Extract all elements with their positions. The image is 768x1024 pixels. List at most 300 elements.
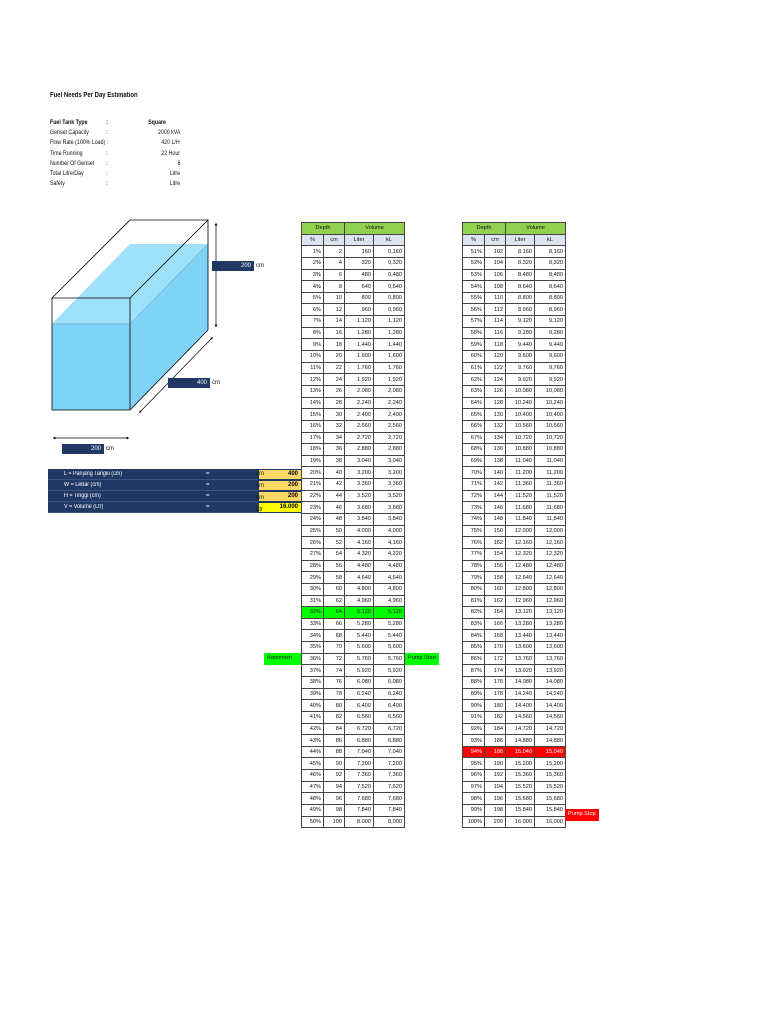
depth-pct-cell: 11% xyxy=(302,362,324,374)
volume-liter-cell: 5.920 xyxy=(345,665,374,677)
depth-pct-cell: 7% xyxy=(302,316,324,328)
volume-kl-cell: 3,200 xyxy=(374,467,405,479)
volume-liter-cell: 5.280 xyxy=(345,618,374,630)
table-row xyxy=(302,479,405,491)
volume-liter-cell: 7.840 xyxy=(345,805,374,817)
volume-liter-cell: 2.720 xyxy=(345,432,374,444)
volume-kl-cell: 9,600 xyxy=(535,351,566,363)
calc-unit-volume: Ltr xyxy=(256,507,264,513)
table-row xyxy=(463,735,566,747)
volume-liter-cell: 4.160 xyxy=(345,537,374,549)
volume-liter-cell: 6.720 xyxy=(345,723,374,735)
volume-liter-cell: 12.640 xyxy=(506,572,535,584)
table-row xyxy=(302,735,405,747)
depth-cm-cell: 52 xyxy=(324,537,345,549)
depth-cm-cell: 122 xyxy=(485,362,506,374)
depth-cm-cell: 70 xyxy=(324,642,345,654)
volume-kl-cell: 5,120 xyxy=(374,607,405,619)
table-row xyxy=(463,362,566,374)
volume-kl-cell: 9,120 xyxy=(535,316,566,328)
header-depth: Depth xyxy=(463,223,506,235)
table-row xyxy=(302,688,405,700)
calc-label: H = Tinggi (cm) xyxy=(64,493,101,499)
volume-kl-cell: 14,240 xyxy=(535,688,566,700)
info-row-tank-type xyxy=(50,118,180,128)
depth-cm-cell: 172 xyxy=(485,653,506,665)
volume-kl-cell: 16,000 xyxy=(535,816,566,828)
table-row xyxy=(463,770,566,782)
depth-cm-cell: 92 xyxy=(324,770,345,782)
volume-liter-cell: 5.760 xyxy=(345,653,374,665)
table-row xyxy=(302,618,405,630)
volume-kl-cell: 14,080 xyxy=(535,676,566,688)
volume-liter-cell: 8.000 xyxy=(345,816,374,828)
table-row xyxy=(302,327,405,339)
volume-kl-cell: 11,680 xyxy=(535,502,566,514)
volume-liter-cell: 4.960 xyxy=(345,595,374,607)
depth-pct-cell: 92% xyxy=(463,723,485,735)
depth-cm-cell: 56 xyxy=(324,560,345,572)
depth-cm-cell: 96 xyxy=(324,793,345,805)
depth-pct-cell: 4% xyxy=(302,281,324,293)
table-row xyxy=(302,444,405,456)
volume-kl-cell: 1,760 xyxy=(374,362,405,374)
depth-pct-cell: 40% xyxy=(302,700,324,712)
volume-liter-cell: 11.360 xyxy=(506,479,535,491)
depth-pct-cell: 26% xyxy=(302,537,324,549)
volume-kl-cell: 6,240 xyxy=(374,688,405,700)
volume-kl-cell: 11,520 xyxy=(535,490,566,502)
table-row xyxy=(302,548,405,560)
depth-cm-cell: 98 xyxy=(324,805,345,817)
table-row xyxy=(463,327,566,339)
calc-value-height[interactable]: 200 xyxy=(258,491,302,502)
depth-cm-cell: 44 xyxy=(324,490,345,502)
volume-liter-cell: 2.240 xyxy=(345,397,374,409)
depth-pct-cell: 45% xyxy=(302,758,324,770)
table-row xyxy=(463,420,566,432)
volume-kl-cell: 7,200 xyxy=(374,758,405,770)
table-row xyxy=(302,630,405,642)
volume-kl-cell: 3,360 xyxy=(374,479,405,491)
pump-start-tag: Pump Start xyxy=(405,653,439,665)
volume-liter-cell: 1.280 xyxy=(345,327,374,339)
subheader-pct: % xyxy=(302,234,324,246)
volume-liter-cell: 8.640 xyxy=(506,281,535,293)
depth-cm-cell: 154 xyxy=(485,548,506,560)
volume-liter-cell: 10.560 xyxy=(506,420,535,432)
volume-liter-cell: 6.880 xyxy=(345,735,374,747)
depth-pct-cell: 88% xyxy=(463,676,485,688)
depth-cm-cell: 194 xyxy=(485,781,506,793)
volume-kl-cell: 4,800 xyxy=(374,583,405,595)
volume-kl-cell: 2,240 xyxy=(374,397,405,409)
volume-liter-cell: 15.840 xyxy=(506,805,535,817)
volume-kl-cell: 2,560 xyxy=(374,420,405,432)
width-dim-value: 200 xyxy=(62,444,104,454)
volume-kl-cell: 15,840 xyxy=(535,805,566,817)
table-row xyxy=(302,746,405,758)
table-row xyxy=(302,583,405,595)
info-value: Square xyxy=(148,119,166,126)
depth-cm-cell: 16 xyxy=(324,327,345,339)
depth-pct-cell: 20% xyxy=(302,467,324,479)
depth-cm-cell: 176 xyxy=(485,676,506,688)
volume-kl-cell: 13,920 xyxy=(535,665,566,677)
volume-liter-cell: 14.080 xyxy=(506,676,535,688)
calc-row-height xyxy=(48,491,298,502)
volume-kl-cell: 10,240 xyxy=(535,397,566,409)
depth-cm-cell: 200 xyxy=(485,816,506,828)
info-sep: : xyxy=(106,129,108,137)
calc-label: L = Panjang Tangki (cm) xyxy=(64,471,123,477)
volume-liter-cell: 3.200 xyxy=(345,467,374,479)
depth-cm-cell: 18 xyxy=(324,339,345,351)
volume-liter-cell: 3.520 xyxy=(345,490,374,502)
depth-pct-cell: 58% xyxy=(463,327,485,339)
volume-kl-cell: 5,440 xyxy=(374,630,405,642)
table-row xyxy=(302,758,405,770)
volume-liter-cell: 8.160 xyxy=(506,246,535,258)
table-row xyxy=(463,455,566,467)
volume-kl-cell: 11,200 xyxy=(535,467,566,479)
volume-kl-cell: 15,520 xyxy=(535,781,566,793)
volume-kl-cell: 12,640 xyxy=(535,572,566,584)
info-sep: : xyxy=(106,159,108,167)
volume-kl-cell: 9,280 xyxy=(535,327,566,339)
depth-cm-cell: 14 xyxy=(324,316,345,328)
volume-liter-cell: 2.080 xyxy=(345,385,374,397)
volume-liter-cell: 2.880 xyxy=(345,444,374,456)
depth-cm-cell: 6 xyxy=(324,269,345,281)
volume-liter-cell: 3.680 xyxy=(345,502,374,514)
depth-cm-cell: 8 xyxy=(324,281,345,293)
depth-cm-cell: 178 xyxy=(485,688,506,700)
info-row-time-running xyxy=(50,149,180,159)
depth-cm-cell: 62 xyxy=(324,595,345,607)
depth-cm-cell: 10 xyxy=(324,292,345,304)
depth-pct-cell: 83% xyxy=(463,618,485,630)
volume-liter-cell: 3.360 xyxy=(345,479,374,491)
volume-kl-cell: 12,960 xyxy=(535,595,566,607)
depth-volume-table-right xyxy=(462,222,566,828)
volume-kl-cell: 8,640 xyxy=(535,281,566,293)
depth-volume-table-left xyxy=(301,222,405,828)
depth-pct-cell: 10% xyxy=(302,351,324,363)
table-row xyxy=(302,467,405,479)
depth-pct-cell: 65% xyxy=(463,409,485,421)
depth-pct-cell: 37% xyxy=(302,665,324,677)
subheader-liter: Liter xyxy=(506,234,535,246)
depth-pct-cell: 33% xyxy=(302,618,324,630)
info-value: Litre xyxy=(169,180,180,188)
depth-cm-cell: 126 xyxy=(485,385,506,397)
table-row xyxy=(302,514,405,526)
depth-cm-cell: 40 xyxy=(324,467,345,479)
depth-pct-cell: 39% xyxy=(302,688,324,700)
calc-unit-height: cm xyxy=(256,495,264,501)
depth-cm-cell: 46 xyxy=(324,502,345,514)
table-row xyxy=(302,316,405,328)
info-label: Flow Rate (100% Load) : xyxy=(50,139,109,147)
table-row xyxy=(463,502,566,514)
depth-pct-cell: 85% xyxy=(463,642,485,654)
volume-liter-cell: 10.240 xyxy=(506,397,535,409)
depth-cm-cell: 168 xyxy=(485,630,506,642)
info-row-safety xyxy=(50,179,180,189)
calc-unit-length: cm xyxy=(256,471,264,477)
depth-cm-cell: 54 xyxy=(324,548,345,560)
table-row xyxy=(463,339,566,351)
depth-cm-cell: 184 xyxy=(485,723,506,735)
volume-kl-cell: 13,280 xyxy=(535,618,566,630)
table-row xyxy=(302,455,405,467)
depth-pct-cell: 42% xyxy=(302,723,324,735)
depth-pct-cell: 90% xyxy=(463,700,485,712)
table-row xyxy=(302,432,405,444)
volume-kl-cell: 12,320 xyxy=(535,548,566,560)
volume-liter-cell: 11.680 xyxy=(506,502,535,514)
depth-pct-cell: 6% xyxy=(302,304,324,316)
volume-liter-cell: 9.920 xyxy=(506,374,535,386)
depth-pct-cell: 61% xyxy=(463,362,485,374)
depth-pct-cell: 36% xyxy=(302,653,324,665)
subheader-kl: kL xyxy=(535,234,566,246)
depth-pct-cell: 79% xyxy=(463,572,485,584)
depth-pct-cell: 15% xyxy=(302,409,324,421)
volume-liter-cell: 3.040 xyxy=(345,455,374,467)
depth-cm-cell: 100 xyxy=(324,816,345,828)
table-row xyxy=(463,374,566,386)
calc-value-width[interactable]: 200 xyxy=(258,480,302,491)
table-row xyxy=(302,642,405,654)
volume-kl-cell: 3,680 xyxy=(374,502,405,514)
page-title: Fuel Needs Per Day Estimation xyxy=(50,92,138,99)
volume-kl-cell: 13,440 xyxy=(535,630,566,642)
volume-liter-cell: 10.880 xyxy=(506,444,535,456)
volume-kl-cell: 14,720 xyxy=(535,723,566,735)
depth-cm-cell: 32 xyxy=(324,420,345,432)
depth-pct-cell: 31% xyxy=(302,595,324,607)
table-row xyxy=(302,351,405,363)
depth-pct-cell: 54% xyxy=(463,281,485,293)
volume-liter-cell: 5.440 xyxy=(345,630,374,642)
table-row xyxy=(463,467,566,479)
table-row xyxy=(302,502,405,514)
depth-pct-cell: 72% xyxy=(463,490,485,502)
volume-liter-cell: 4.320 xyxy=(345,548,374,560)
depth-pct-cell: 51% xyxy=(463,246,485,258)
table-row xyxy=(302,676,405,688)
depth-cm-cell: 142 xyxy=(485,479,506,491)
volume-liter-cell: 1.120 xyxy=(345,316,374,328)
depth-dim-value: 400 xyxy=(168,378,210,388)
volume-liter-cell: 15.680 xyxy=(506,793,535,805)
volume-liter-cell: 11.040 xyxy=(506,455,535,467)
volume-kl-cell: 4,640 xyxy=(374,572,405,584)
info-value: Litre xyxy=(169,169,180,177)
volume-liter-cell: 8.960 xyxy=(506,304,535,316)
volume-kl-cell: 7,840 xyxy=(374,805,405,817)
table-row xyxy=(463,816,566,828)
table-row xyxy=(463,409,566,421)
volume-liter-cell: 8.320 xyxy=(506,257,535,269)
depth-pct-cell: 91% xyxy=(463,711,485,723)
volume-liter-cell: 12.960 xyxy=(506,595,535,607)
calc-eq: = xyxy=(206,493,210,499)
volume-liter-cell: 640 xyxy=(345,281,374,293)
table-row xyxy=(302,281,405,293)
volume-kl-cell: 12,000 xyxy=(535,525,566,537)
depth-cm-cell: 20 xyxy=(324,351,345,363)
table-row xyxy=(302,653,405,665)
table-row xyxy=(302,805,405,817)
replenish-tag: Replenish xyxy=(264,653,301,665)
calc-value-volume[interactable]: 16.000 xyxy=(258,502,302,513)
depth-cm-cell: 64 xyxy=(324,607,345,619)
volume-kl-cell: 8,960 xyxy=(535,304,566,316)
depth-cm-cell: 58 xyxy=(324,572,345,584)
depth-cm-cell: 180 xyxy=(485,700,506,712)
depth-cm-cell: 150 xyxy=(485,525,506,537)
volume-kl-cell: 0,320 xyxy=(374,257,405,269)
table-row xyxy=(463,723,566,735)
depth-cm-cell: 182 xyxy=(485,711,506,723)
depth-pct-cell: 30% xyxy=(302,583,324,595)
table-row xyxy=(463,514,566,526)
volume-kl-cell: 14,560 xyxy=(535,711,566,723)
volume-liter-cell: 15.200 xyxy=(506,758,535,770)
table-row xyxy=(302,362,405,374)
depth-pct-cell: 59% xyxy=(463,339,485,351)
volume-kl-cell: 6,400 xyxy=(374,700,405,712)
depth-pct-cell: 80% xyxy=(463,583,485,595)
volume-kl-cell: 0,960 xyxy=(374,304,405,316)
volume-liter-cell: 3.840 xyxy=(345,514,374,526)
depth-pct-cell: 98% xyxy=(463,793,485,805)
table-row xyxy=(463,618,566,630)
table-row xyxy=(302,700,405,712)
table-row xyxy=(463,490,566,502)
depth-cm-cell: 12 xyxy=(324,304,345,316)
subheader-pct: % xyxy=(463,234,485,246)
volume-kl-cell: 12,800 xyxy=(535,583,566,595)
table-row xyxy=(302,560,405,572)
depth-cm-cell: 124 xyxy=(485,374,506,386)
depth-pct-cell: 50% xyxy=(302,816,324,828)
tank-diagram xyxy=(44,210,266,460)
depth-pct-cell: 27% xyxy=(302,548,324,560)
depth-cm-cell: 138 xyxy=(485,455,506,467)
volume-kl-cell: 9,440 xyxy=(535,339,566,351)
volume-liter-cell: 11.840 xyxy=(506,514,535,526)
table-row xyxy=(463,537,566,549)
table-row xyxy=(463,607,566,619)
table-row xyxy=(463,257,566,269)
depth-cm-cell: 136 xyxy=(485,444,506,456)
volume-liter-cell: 6.240 xyxy=(345,688,374,700)
info-row-number-genset xyxy=(50,159,180,169)
depth-cm-cell: 50 xyxy=(324,525,345,537)
calc-row-width xyxy=(48,480,298,491)
depth-cm-cell: 128 xyxy=(485,397,506,409)
info-value: 6 xyxy=(177,159,180,167)
table-row xyxy=(302,374,405,386)
info-sep: : xyxy=(106,149,108,157)
depth-cm-cell: 196 xyxy=(485,793,506,805)
table-row xyxy=(302,409,405,421)
table-row xyxy=(463,758,566,770)
volume-liter-cell: 6.560 xyxy=(345,711,374,723)
depth-cm-cell: 134 xyxy=(485,432,506,444)
info-label: Total Litre/Day xyxy=(50,169,84,177)
calc-eq: = xyxy=(206,471,210,477)
volume-kl-cell: 8,800 xyxy=(535,292,566,304)
volume-liter-cell: 9.440 xyxy=(506,339,535,351)
depth-pct-cell: 8% xyxy=(302,327,324,339)
volume-kl-cell: 5,920 xyxy=(374,665,405,677)
depth-cm-cell: 82 xyxy=(324,711,345,723)
volume-liter-cell: 2.560 xyxy=(345,420,374,432)
volume-kl-cell: 10,720 xyxy=(535,432,566,444)
volume-kl-cell: 3,840 xyxy=(374,514,405,526)
info-sep: : xyxy=(106,180,108,188)
volume-kl-cell: 10,080 xyxy=(535,385,566,397)
calc-unit-width: cm xyxy=(256,483,264,489)
volume-kl-cell: 1,440 xyxy=(374,339,405,351)
info-value: 420 L/H xyxy=(161,139,180,147)
depth-cm-cell: 68 xyxy=(324,630,345,642)
depth-cm-cell: 80 xyxy=(324,700,345,712)
volume-liter-cell: 8.480 xyxy=(506,269,535,281)
volume-liter-cell: 8.800 xyxy=(506,292,535,304)
depth-cm-cell: 152 xyxy=(485,537,506,549)
depth-cm-cell: 106 xyxy=(485,269,506,281)
depth-pct-cell: 9% xyxy=(302,339,324,351)
volume-kl-cell: 0,480 xyxy=(374,269,405,281)
table-row xyxy=(463,432,566,444)
depth-pct-cell: 47% xyxy=(302,781,324,793)
volume-liter-cell: 960 xyxy=(345,304,374,316)
depth-pct-cell: 77% xyxy=(463,548,485,560)
table-row xyxy=(463,385,566,397)
depth-pct-cell: 96% xyxy=(463,770,485,782)
volume-kl-cell: 15,040 xyxy=(535,746,566,758)
volume-kl-cell: 10,400 xyxy=(535,409,566,421)
depth-pct-cell: 1% xyxy=(302,246,324,258)
depth-pct-cell: 35% xyxy=(302,642,324,654)
subheader-cm: cm xyxy=(324,234,345,246)
table-row xyxy=(463,444,566,456)
depth-pct-cell: 60% xyxy=(463,351,485,363)
depth-pct-cell: 74% xyxy=(463,514,485,526)
depth-pct-cell: 75% xyxy=(463,525,485,537)
volume-kl-cell: 2,400 xyxy=(374,409,405,421)
depth-cm-cell: 76 xyxy=(324,676,345,688)
calc-value-length[interactable]: 400 xyxy=(258,469,302,480)
info-row-total-litre xyxy=(50,169,180,179)
volume-kl-cell: 10,560 xyxy=(535,420,566,432)
volume-liter-cell: 12.480 xyxy=(506,560,535,572)
volume-liter-cell: 4.800 xyxy=(345,583,374,595)
volume-liter-cell: 5.600 xyxy=(345,642,374,654)
volume-liter-cell: 14.240 xyxy=(506,688,535,700)
depth-cm-cell: 130 xyxy=(485,409,506,421)
table-row xyxy=(463,665,566,677)
table-row xyxy=(463,711,566,723)
table-row xyxy=(463,676,566,688)
subheader-kl: kL xyxy=(374,234,405,246)
